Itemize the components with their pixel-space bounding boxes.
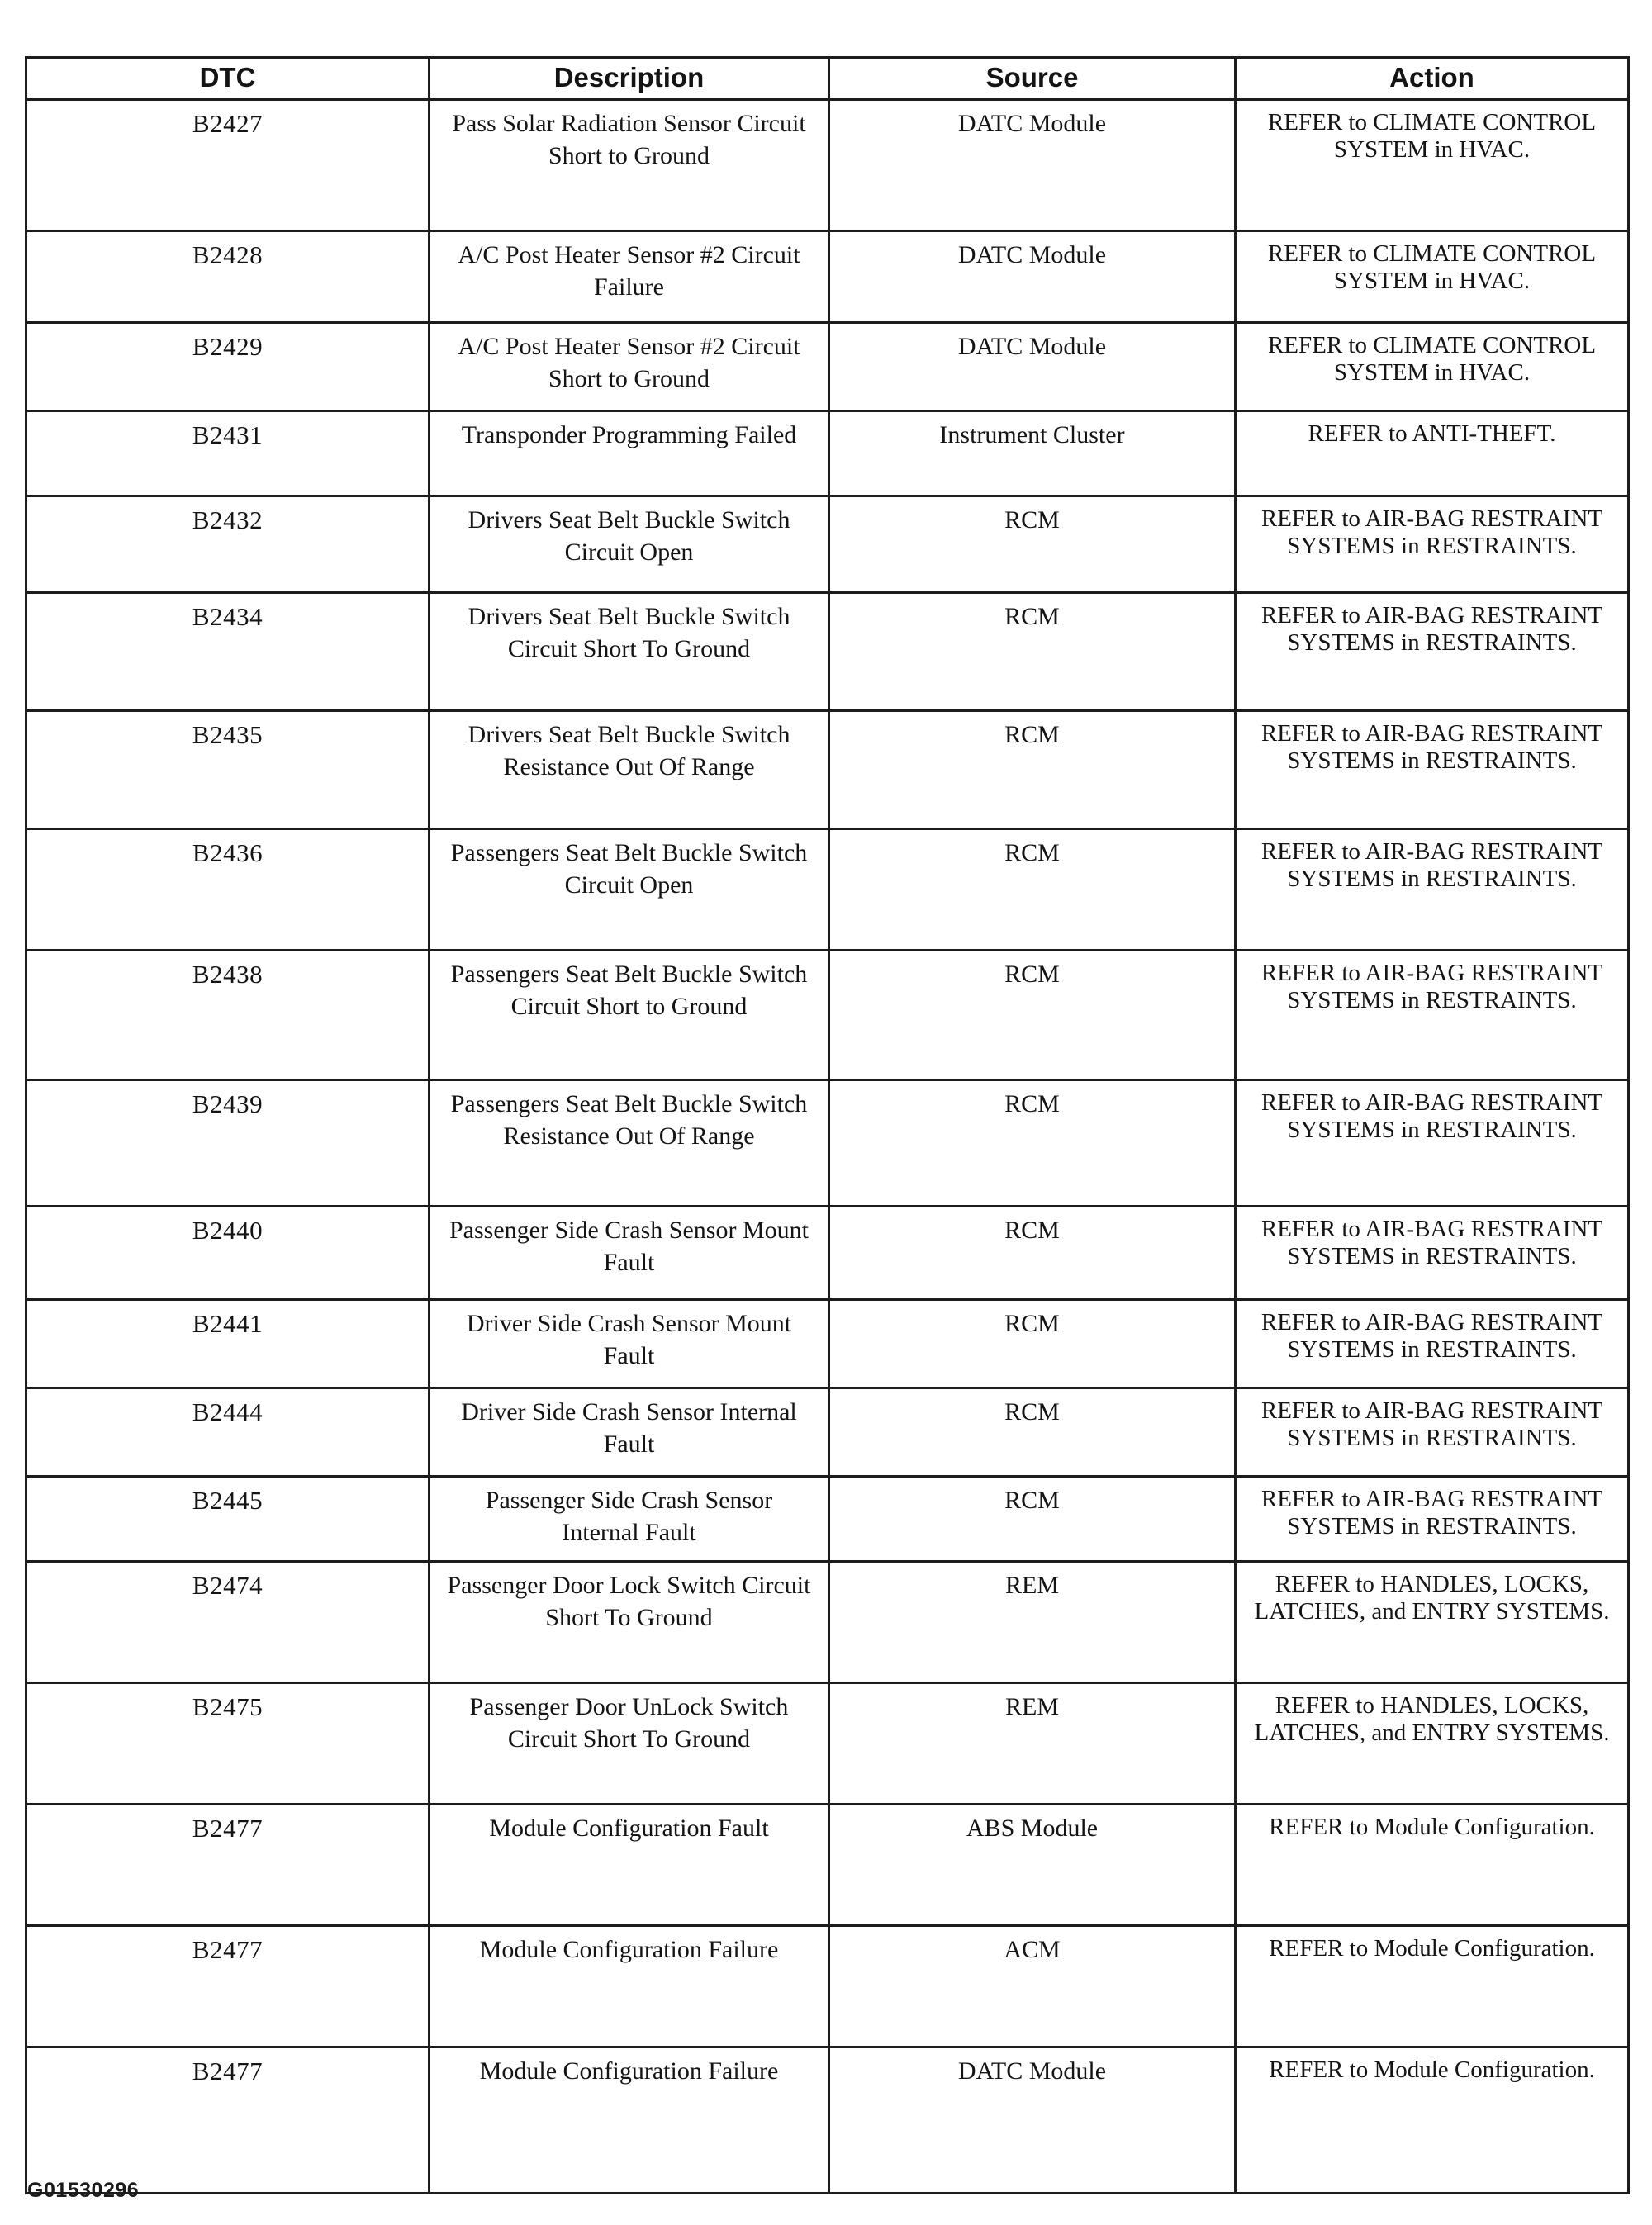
table-row — [26, 1805, 1629, 1926]
description-cell: Drivers Seat Belt Buckle Switch Circuit Open — [430, 496, 829, 593]
source-cell: ABS Module — [829, 1805, 1236, 1926]
table-row — [26, 2047, 1629, 2194]
dtc-table-body — [26, 100, 1629, 2194]
source-cell: RCM — [829, 496, 1236, 593]
source-cell: Instrument Cluster — [829, 411, 1236, 496]
table-row — [26, 231, 1629, 323]
column-header-dtc: DTC — [26, 58, 430, 100]
table-row — [26, 323, 1629, 411]
source-cell: RCM — [829, 1388, 1236, 1477]
description-cell: Passenger Door UnLock Switch Circuit Short To Ground — [430, 1683, 829, 1805]
action-cell: REFER to CLIMATE CONTROL SYSTEM in HVAC. — [1236, 231, 1629, 323]
description-cell: Drivers Seat Belt Buckle Switch Resistance Out Of Range — [430, 711, 829, 829]
dtc-cell: B2436 — [26, 829, 430, 951]
source-cell: REM — [829, 1683, 1236, 1805]
source-cell: REM — [829, 1562, 1236, 1683]
source-cell: RCM — [829, 951, 1236, 1080]
dtc-cell: B2429 — [26, 323, 430, 411]
source-cell: DATC Module — [829, 100, 1236, 231]
description-cell: Passengers Seat Belt Buckle Switch Circuit Short to Ground — [430, 951, 829, 1080]
action-cell: REFER to Module Configuration. — [1236, 2047, 1629, 2194]
action-cell: REFER to AIR-BAG RESTRAINT SYSTEMS in RESTRAINTS. — [1236, 951, 1629, 1080]
description-cell: Drivers Seat Belt Buckle Switch Circuit Short To Ground — [430, 593, 829, 711]
description-cell: Passengers Seat Belt Buckle Switch Circuit Open — [430, 829, 829, 951]
action-cell: REFER to AIR-BAG RESTRAINT SYSTEMS in RESTRAINTS. — [1236, 711, 1629, 829]
source-cell: RCM — [829, 1207, 1236, 1300]
action-cell: REFER to AIR-BAG RESTRAINT SYSTEMS in RESTRAINTS. — [1236, 1080, 1629, 1207]
action-cell: REFER to Module Configuration. — [1236, 1926, 1629, 2047]
action-cell: REFER to CLIMATE CONTROL SYSTEM in HVAC. — [1236, 100, 1629, 231]
dtc-cell: B2474 — [26, 1562, 430, 1683]
dtc-cell: B2435 — [26, 711, 430, 829]
description-cell: Passenger Side Crash Sensor Mount Fault — [430, 1207, 829, 1300]
dtc-cell: B2477 — [26, 1805, 430, 1926]
action-cell: REFER to Module Configuration. — [1236, 1805, 1629, 1926]
source-cell: RCM — [829, 1080, 1236, 1207]
description-cell: Passenger Side Crash Sensor Internal Fault — [430, 1477, 829, 1562]
action-cell: REFER to AIR-BAG RESTRAINT SYSTEMS in RESTRAINTS. — [1236, 593, 1629, 711]
description-cell: Module Configuration Failure — [430, 2047, 829, 2194]
dtc-cell: B2445 — [26, 1477, 430, 1562]
source-cell: RCM — [829, 593, 1236, 711]
action-cell: REFER to AIR-BAG RESTRAINT SYSTEMS in RESTRAINTS. — [1236, 1477, 1629, 1562]
table-row — [26, 711, 1629, 829]
description-cell: Driver Side Crash Sensor Internal Fault — [430, 1388, 829, 1477]
source-cell: DATC Module — [829, 231, 1236, 323]
dtc-cell: B2438 — [26, 951, 430, 1080]
dtc-cell: B2444 — [26, 1388, 430, 1477]
table-row — [26, 100, 1629, 231]
description-cell: Module Configuration Failure — [430, 1926, 829, 2047]
description-cell: Passenger Door Lock Switch Circuit Short To Ground — [430, 1562, 829, 1683]
action-cell: REFER to AIR-BAG RESTRAINT SYSTEMS in RESTRAINTS. — [1236, 496, 1629, 593]
source-cell: DATC Module — [829, 323, 1236, 411]
description-cell: Pass Solar Radiation Sensor Circuit Short to Ground — [430, 100, 829, 231]
action-cell: REFER to AIR-BAG RESTRAINT SYSTEMS in RESTRAINTS. — [1236, 1207, 1629, 1300]
table-row — [26, 1207, 1629, 1300]
figure-id-label: G01530296 — [27, 2179, 140, 2202]
source-cell: RCM — [829, 1477, 1236, 1562]
dtc-cell: B2428 — [26, 231, 430, 323]
action-cell: REFER to AIR-BAG RESTRAINT SYSTEMS in RESTRAINTS. — [1236, 1300, 1629, 1388]
dtc-cell: B2475 — [26, 1683, 430, 1805]
dtc-cell: B2439 — [26, 1080, 430, 1207]
table-row — [26, 411, 1629, 496]
table-row — [26, 1562, 1629, 1683]
dtc-cell: B2477 — [26, 2047, 430, 2194]
table-row — [26, 1388, 1629, 1477]
action-cell: REFER to AIR-BAG RESTRAINT SYSTEMS in RESTRAINTS. — [1236, 829, 1629, 951]
description-cell: Driver Side Crash Sensor Mount Fault — [430, 1300, 829, 1388]
dtc-cell: B2440 — [26, 1207, 430, 1300]
column-header-action: Action — [1236, 58, 1629, 100]
description-cell: Passengers Seat Belt Buckle Switch Resistance Out Of Range — [430, 1080, 829, 1207]
table-row — [26, 1926, 1629, 2047]
action-cell: REFER to AIR-BAG RESTRAINT SYSTEMS in RESTRAINTS. — [1236, 1388, 1629, 1477]
dtc-cell: B2477 — [26, 1926, 430, 2047]
source-cell: RCM — [829, 711, 1236, 829]
action-cell: REFER to HANDLES, LOCKS, LATCHES, and ENTRY SYSTEMS. — [1236, 1683, 1629, 1805]
table-row — [26, 1300, 1629, 1388]
table-row — [26, 1477, 1629, 1562]
action-cell: REFER to HANDLES, LOCKS, LATCHES, and ENTRY SYSTEMS. — [1236, 1562, 1629, 1683]
source-cell: DATC Module — [829, 2047, 1236, 2194]
dtc-table-header — [26, 58, 1629, 100]
action-cell: REFER to CLIMATE CONTROL SYSTEM in HVAC. — [1236, 323, 1629, 411]
source-cell: ACM — [829, 1926, 1236, 2047]
action-cell: REFER to ANTI-THEFT. — [1236, 411, 1629, 496]
description-cell: Module Configuration Fault — [430, 1805, 829, 1926]
description-cell: A/C Post Heater Sensor #2 Circuit Short to Ground — [430, 323, 829, 411]
dtc-cell: B2427 — [26, 100, 430, 231]
dtc-cell: B2432 — [26, 496, 430, 593]
dtc-cell: B2431 — [26, 411, 430, 496]
source-cell: RCM — [829, 1300, 1236, 1388]
dtc-cell: B2434 — [26, 593, 430, 711]
table-row — [26, 829, 1629, 951]
dtc-table — [25, 56, 1630, 2194]
table-row — [26, 1683, 1629, 1805]
column-header-source: Source — [829, 58, 1236, 100]
header-row — [26, 58, 1629, 100]
description-cell: Transponder Programming Failed — [430, 411, 829, 496]
dtc-cell: B2441 — [26, 1300, 430, 1388]
description-cell: A/C Post Heater Sensor #2 Circuit Failure — [430, 231, 829, 323]
source-cell: RCM — [829, 829, 1236, 951]
table-row — [26, 951, 1629, 1080]
table-row — [26, 593, 1629, 711]
column-header-description: Description — [430, 58, 829, 100]
table-row — [26, 496, 1629, 593]
table-row — [26, 1080, 1629, 1207]
